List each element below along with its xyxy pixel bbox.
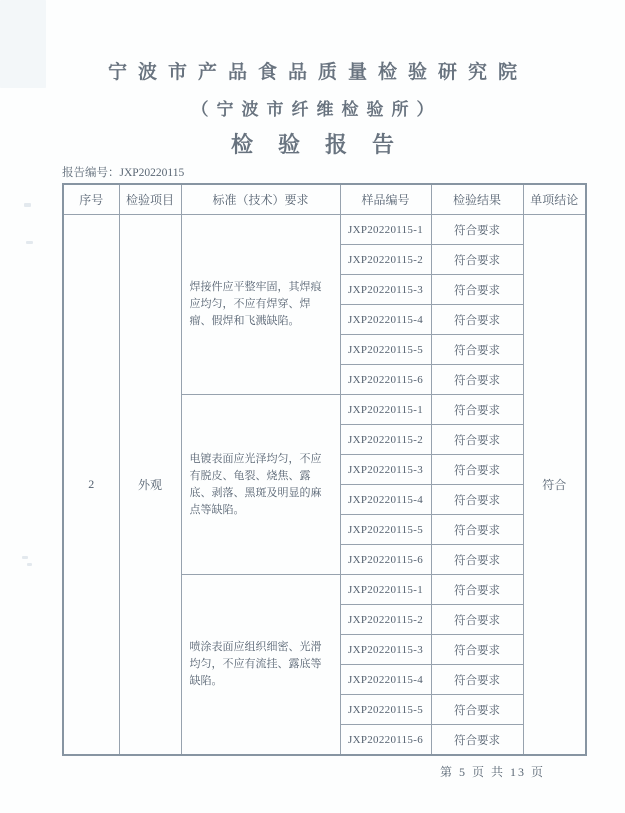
report-number-value: JXP20220115: [119, 167, 185, 179]
sample-id-cell: JXP20220115-2: [340, 245, 431, 275]
col-header-conclusion: 单项结论: [523, 184, 586, 215]
inspection-table-wrap: [62, 183, 587, 756]
sample-id-cell: JXP20220115-5: [340, 695, 431, 725]
sample-id-cell: JXP20220115-5: [340, 515, 431, 545]
sample-id-cell: JXP20220115-4: [340, 485, 431, 515]
result-cell: 符合要求: [431, 515, 523, 545]
sample-id-cell: JXP20220115-2: [340, 425, 431, 455]
result-cell: 符合要求: [431, 725, 523, 756]
sample-id-cell: JXP20220115-6: [340, 545, 431, 575]
item-cell: 外观: [119, 215, 181, 756]
seq-cell: 2: [63, 215, 119, 756]
col-header-seq: 序号: [63, 184, 119, 215]
result-cell: 符合要求: [431, 695, 523, 725]
sample-id-cell: JXP20220115-1: [340, 395, 431, 425]
col-header-sample-id: 样品编号: [340, 184, 431, 215]
requirement-cell: 焊接件应平整牢固，其焊痕应均匀，不应有焊穿、焊瘤、假焊和飞溅缺陷。: [181, 215, 340, 395]
result-cell: 符合要求: [431, 485, 523, 515]
conclusion-cell: 符合: [523, 215, 586, 756]
sample-id-cell: JXP20220115-6: [340, 365, 431, 395]
requirement-cell: 电镀表面应光泽均匀，不应有脱皮、龟裂、烧焦、露底、剥落、黑斑及明显的麻点等缺陷。: [181, 395, 340, 575]
col-header-item: 检验项目: [119, 184, 181, 215]
result-cell: 符合要求: [431, 245, 523, 275]
col-header-requirement: 标准（技术）要求: [181, 184, 340, 215]
sample-id-cell: JXP20220115-1: [340, 215, 431, 245]
institute-subtitle: （宁波市纤维检验所）: [191, 100, 442, 119]
result-cell: 符合要求: [431, 365, 523, 395]
scan-artifact: [24, 203, 31, 207]
result-cell: 符合要求: [431, 395, 523, 425]
requirement-cell: 喷涂表面应组织细密、光滑均匀，不应有流挂、露底等缺陷。: [181, 575, 340, 756]
result-cell: 符合要求: [431, 665, 523, 695]
col-header-result: 检验结果: [431, 184, 523, 215]
table-header-row: [63, 184, 586, 215]
result-cell: 符合要求: [431, 605, 523, 635]
report-table-body: [63, 215, 586, 756]
sample-id-cell: JXP20220115-4: [340, 665, 431, 695]
sample-id-cell: JXP20220115-3: [340, 275, 431, 305]
result-cell: 符合要求: [431, 575, 523, 605]
sample-id-cell: JXP20220115-4: [340, 305, 431, 335]
inspection-table: [62, 183, 587, 756]
scan-artifact: [22, 556, 28, 559]
report-title: 检验报告: [230, 132, 419, 157]
result-cell: 符合要求: [431, 545, 523, 575]
result-cell: 符合要求: [431, 275, 523, 305]
result-cell: 符合要求: [431, 305, 523, 335]
result-cell: 符合要求: [431, 635, 523, 665]
sample-id-cell: JXP20220115-6: [340, 725, 431, 756]
scan-artifact: [27, 563, 32, 566]
sample-id-cell: JXP20220115-2: [340, 605, 431, 635]
sample-id-cell: JXP20220115-1: [340, 575, 431, 605]
sample-id-cell: JXP20220115-5: [340, 335, 431, 365]
table-row: [63, 215, 586, 245]
sample-id-cell: JXP20220115-3: [340, 455, 431, 485]
report-number: [62, 164, 184, 180]
result-cell: 符合要求: [431, 215, 523, 245]
page-footer: 第 5 页 共 13 页: [439, 765, 545, 779]
scan-artifact: [26, 241, 33, 244]
title-block: [0, 58, 625, 161]
result-cell: 符合要求: [431, 335, 523, 365]
institute-name: 宁波市产品食品质量检验研究院: [107, 62, 528, 83]
result-cell: 符合要求: [431, 455, 523, 485]
result-cell: 符合要求: [431, 425, 523, 455]
report-number-label: 报告编号：: [62, 167, 120, 179]
sample-id-cell: JXP20220115-3: [340, 635, 431, 665]
